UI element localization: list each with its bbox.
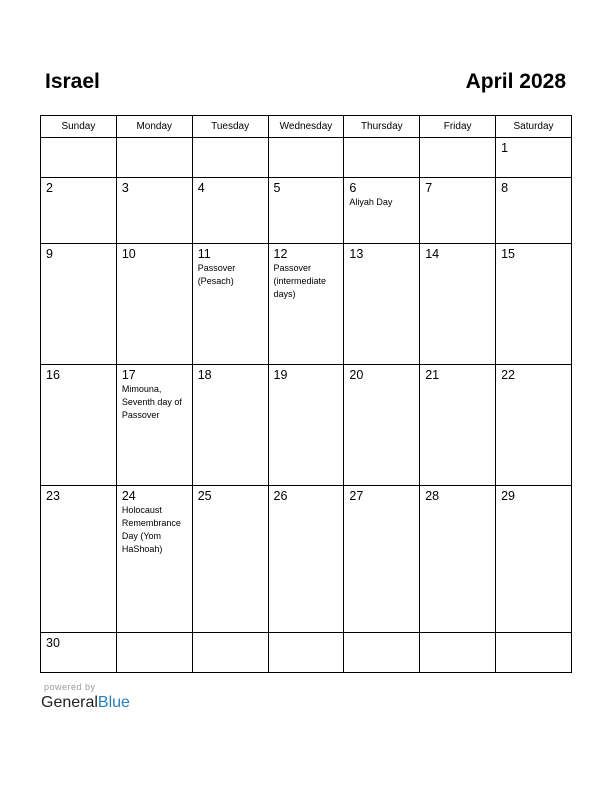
day-number: 20: [349, 367, 364, 382]
holiday-label: Holocaust Remembrance Day (Yom HaShoah): [121, 504, 181, 554]
day-cell: [41, 138, 117, 178]
day-cell: [116, 485, 192, 633]
day-cell: [420, 364, 496, 485]
day-cell: [344, 138, 420, 178]
day-cell: [344, 177, 420, 244]
day-number: 4: [197, 180, 205, 195]
day-number: 21: [425, 367, 440, 382]
day-number: 23: [46, 488, 60, 503]
day-cell: [496, 138, 572, 178]
day-cell: [268, 138, 344, 178]
day-cell: [268, 485, 344, 633]
day-cell: [116, 364, 192, 485]
day-number: 19: [273, 367, 288, 382]
day-cell: [344, 633, 420, 673]
day-cell: [420, 485, 496, 633]
week-row: [41, 244, 572, 365]
weekday-thursday: Thursday: [344, 116, 420, 138]
weekday-sunday: Sunday: [41, 116, 117, 138]
week-row: [41, 177, 572, 244]
day-cell: [496, 177, 572, 244]
day-number: 13: [349, 247, 364, 262]
day-cell: [192, 633, 268, 673]
day-cell: [496, 633, 572, 673]
day-cell: [268, 177, 344, 244]
day-cell: [420, 177, 496, 244]
day-number: 12: [273, 247, 288, 262]
generalblue-logo: [41, 694, 130, 712]
weekday-wednesday: Wednesday: [268, 116, 344, 138]
day-cell: [192, 177, 268, 244]
day-number: 11: [197, 247, 211, 262]
day-number: 10: [121, 247, 136, 262]
day-number: 26: [273, 488, 288, 503]
day-number: 29: [501, 488, 515, 503]
day-number: 2: [46, 180, 53, 195]
day-cell: [496, 364, 572, 485]
day-number: 14: [425, 247, 440, 262]
week-row: [41, 364, 572, 485]
day-cell: [420, 244, 496, 365]
day-cell: [116, 177, 192, 244]
day-cell: [344, 244, 420, 365]
day-cell: [192, 244, 268, 365]
week-row: [41, 633, 572, 673]
day-number: 9: [46, 247, 53, 262]
day-number: 27: [349, 488, 364, 503]
brand-general: General: [41, 694, 98, 711]
weekday-monday: Monday: [116, 116, 192, 138]
weekday-saturday: Saturday: [496, 116, 572, 138]
day-number: 5: [273, 180, 281, 195]
week-row: [41, 485, 572, 633]
day-number: 30: [46, 636, 60, 651]
day-number: 25: [197, 488, 212, 503]
brand-blue: Blue: [97, 694, 130, 711]
calendar-grid: [40, 115, 572, 673]
day-cell: [192, 138, 268, 178]
day-cell: [496, 485, 572, 633]
day-number: 7: [425, 180, 433, 195]
week-row: [41, 138, 572, 178]
day-cell: [268, 364, 344, 485]
day-cell: [41, 633, 117, 673]
day-cell: [41, 364, 117, 485]
day-cell: [268, 633, 344, 673]
powered-by-text: powered by: [44, 682, 96, 692]
weekday-friday: Friday: [420, 116, 496, 138]
day-cell: [41, 485, 117, 633]
weekday-header-row: [41, 116, 572, 138]
day-cell: [420, 138, 496, 178]
country-title: Israel: [45, 70, 100, 93]
day-cell: [41, 244, 117, 365]
day-cell: [41, 177, 117, 244]
day-number: 3: [121, 180, 129, 195]
day-cell: [116, 138, 192, 178]
holiday-label: Passover (intermediate days): [273, 263, 327, 300]
holiday-label: Mimouna, Seventh day of Passover: [121, 383, 182, 420]
day-cell: [116, 244, 192, 365]
month-year-title: April 2028: [465, 70, 566, 93]
day-cell: [344, 485, 420, 633]
day-number: 24: [121, 488, 136, 503]
weekday-tuesday: Tuesday: [192, 116, 268, 138]
day-cell: [344, 364, 420, 485]
holiday-label: Passover (Pesach): [197, 263, 236, 287]
day-number: 8: [501, 180, 509, 195]
day-number: 28: [425, 488, 440, 503]
day-number: 16: [46, 367, 60, 382]
day-number: 6: [349, 180, 357, 195]
day-cell: [192, 485, 268, 633]
day-cell: [268, 244, 344, 365]
day-number: 22: [501, 367, 515, 382]
day-number: 1: [501, 141, 509, 155]
day-number: 18: [197, 367, 212, 382]
day-cell: [192, 364, 268, 485]
holiday-label: Aliyah Day: [349, 196, 393, 207]
day-cell: [116, 633, 192, 673]
day-cell: [496, 244, 572, 365]
day-cell: [420, 633, 496, 673]
day-number: 15: [501, 247, 515, 262]
day-number: 17: [121, 367, 136, 382]
